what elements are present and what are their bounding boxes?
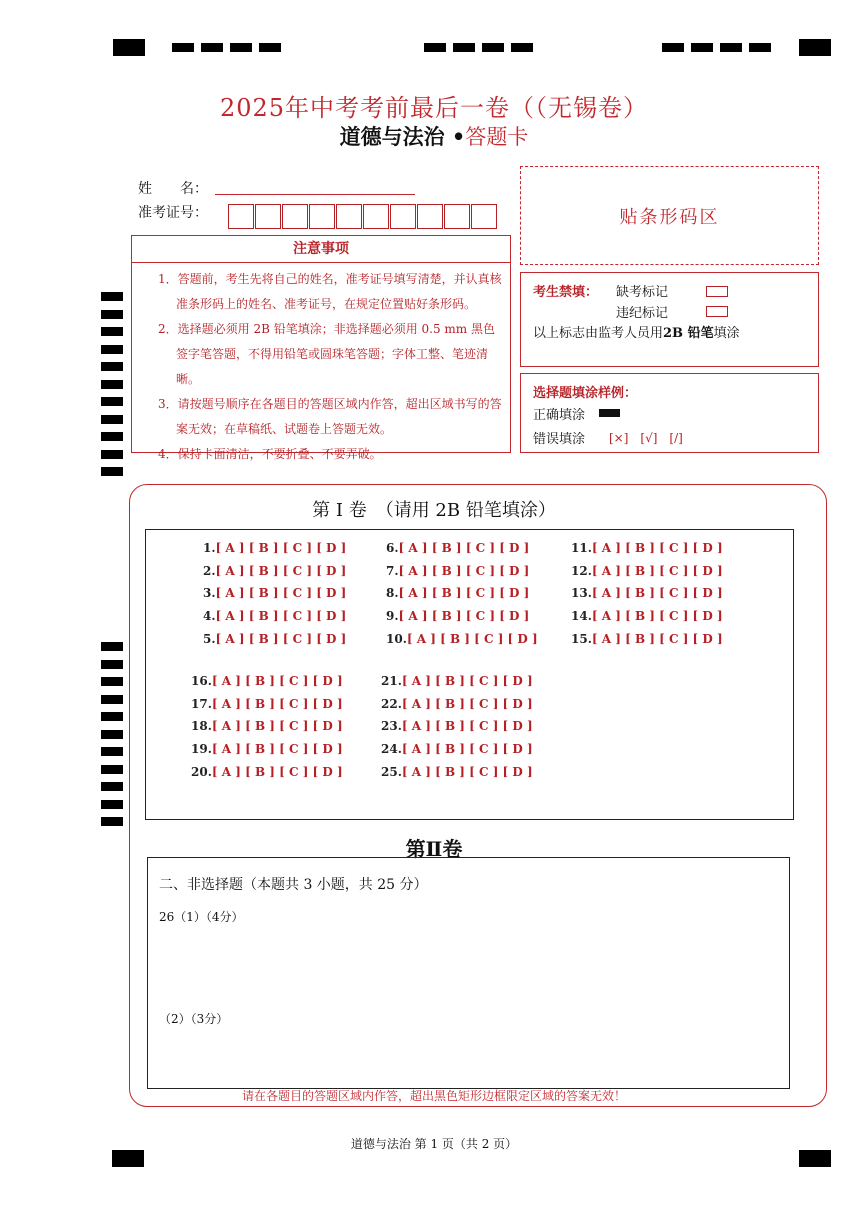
notice-item: 2．选择题必须用 2B 铅笔填涂；非选择题必须用 0.5 mm 黑色签字笔答题，不得用铅笔或圆珠笔答题；字体工整、笔迹清晰。	[158, 322, 496, 386]
timing-mark	[691, 43, 713, 52]
mcq-question-13[interactable]	[571, 586, 723, 600]
correct-fill-mark	[599, 409, 620, 417]
question-number: 10.	[386, 632, 407, 646]
q26-part2: （2）（3分）	[159, 1012, 229, 1026]
area-warning: 请在各题目的答题区域内作答，超出黑色矩形边框限定区域的答案无效！	[241, 1089, 626, 1103]
timing-mark	[230, 43, 252, 52]
mcq-question-21[interactable]	[381, 674, 533, 688]
page-footer: 道德与法治 第 1 页（共 2 页）	[350, 1137, 518, 1151]
mcq-question-1[interactable]	[203, 541, 346, 555]
timing-mark	[482, 43, 504, 52]
timing-mark	[101, 642, 123, 651]
question-number: 15.	[571, 632, 592, 646]
timing-mark	[720, 43, 742, 52]
question-number: 19.	[191, 742, 212, 756]
timing-mark	[101, 380, 123, 389]
question-number: 20.	[191, 765, 212, 779]
mcq-question-5[interactable]	[203, 632, 346, 646]
wrong-fill-marks: [×] [√] [/]	[609, 431, 683, 445]
id-digit-box[interactable]	[471, 204, 497, 229]
answer-options[interactable]: [ A ] [ B ] [ C ] [ D ]	[591, 564, 723, 578]
timing-mark	[424, 43, 446, 52]
timing-mark	[101, 292, 123, 301]
timing-mark	[101, 660, 123, 669]
question-number: 18.	[191, 719, 212, 733]
mcq-question-12[interactable]	[571, 564, 723, 578]
section1-title: 第 Ⅰ 卷 （请用 2B 铅笔填涂）	[312, 500, 556, 521]
name-label: 姓 名：	[138, 181, 208, 197]
answer-options[interactable]: [ A ] [ B ] [ C ] [ D ]	[215, 564, 347, 578]
mcq-question-19[interactable]	[191, 742, 343, 756]
mcq-question-9[interactable]	[386, 609, 529, 623]
forbid-note	[533, 322, 740, 341]
timing-mark	[113, 39, 145, 56]
timing-mark	[101, 397, 123, 406]
timing-mark	[101, 450, 123, 459]
proctor-only-box	[520, 272, 819, 367]
mcq-question-15[interactable]	[571, 632, 723, 646]
mcq-question-20[interactable]	[191, 765, 343, 779]
barcode-area[interactable]	[520, 166, 819, 265]
answer-options[interactable]: [ A ] [ B ] [ C ] [ D ]	[401, 697, 533, 711]
id-digit-box[interactable]	[390, 204, 416, 229]
correct-label: 正确填涂	[533, 408, 586, 423]
timing-mark	[101, 345, 123, 354]
answer-options[interactable]: [ A ] [ B ] [ C ] [ D ]	[398, 586, 530, 600]
question-number: 7.	[386, 564, 399, 578]
timing-mark	[101, 712, 123, 721]
page-title: 2025年中考考前最后一卷（（无锡卷）	[219, 94, 649, 122]
timing-mark	[662, 43, 684, 52]
question-number: 1.	[203, 541, 216, 555]
timing-mark	[799, 39, 831, 56]
answer-options[interactable]: [ A ] [ B ] [ C ] [ D ]	[215, 586, 347, 600]
notice-title: 注意事项	[132, 236, 510, 263]
notice-item: 3．请按题号顺序在各题目的答题区域内作答，超出区域书写的答案无效；在草稿纸、试题卷上答题无效。	[158, 397, 502, 436]
barcode-label: 贴条形码区	[619, 206, 720, 228]
timing-mark	[101, 677, 123, 686]
question-number: 21.	[381, 674, 402, 688]
question-number: 2.	[203, 564, 216, 578]
timing-mark	[101, 730, 123, 739]
timing-mark	[511, 43, 533, 52]
answer-options[interactable]: [ A ] [ B ] [ C ] [ D ]	[406, 632, 538, 646]
answer-options[interactable]: [ A ] [ B ] [ C ] [ D ]	[211, 719, 343, 733]
id-number-boxes[interactable]	[228, 204, 498, 229]
id-digit-box[interactable]	[417, 204, 443, 229]
timing-mark	[101, 765, 123, 774]
mcq-question-17[interactable]	[191, 697, 343, 711]
answer-options[interactable]: [ A ] [ B ] [ C ] [ D ]	[211, 674, 343, 688]
answer-options[interactable]: [ A ] [ B ] [ C ] [ D ]	[398, 541, 530, 555]
answer-options[interactable]: [ A ] [ B ] [ C ] [ D ]	[211, 765, 343, 779]
answer-options[interactable]: [ A ] [ B ] [ C ] [ D ]	[211, 697, 343, 711]
mcq-question-23[interactable]	[381, 719, 533, 733]
timing-mark	[749, 43, 771, 52]
answer-options[interactable]: [ A ] [ B ] [ C ] [ D ]	[401, 674, 533, 688]
notice-item: 1．答题前，考生先将自己的姓名，准考证号填写清楚，并认真核准条形码上的姓名、准考证号，在规定位置贴好条形码。	[158, 272, 502, 311]
open-answer-box[interactable]	[147, 857, 790, 1089]
timing-mark	[101, 695, 123, 704]
notice-item: 4．保持卡面清洁，不要折叠、不要弄破。	[158, 447, 382, 461]
timing-mark	[101, 800, 123, 809]
answer-card-label: 答题卡	[465, 125, 529, 149]
question-number: 8.	[386, 586, 399, 600]
page-subtitle	[0, 121, 868, 151]
id-digit-box[interactable]	[309, 204, 335, 229]
mcq-question-3[interactable]	[203, 586, 346, 600]
forbid-note-prefix: 以上标志由监考人员用	[533, 326, 664, 341]
mcq-question-2[interactable]	[203, 564, 346, 578]
mcq-question-16[interactable]	[191, 674, 343, 688]
forbid-note-suffix: 填涂	[713, 326, 740, 341]
timing-mark	[201, 43, 223, 52]
mcq-question-7[interactable]	[386, 564, 529, 578]
mcq-question-6[interactable]	[386, 541, 529, 555]
answer-options[interactable]: [ A ] [ B ] [ C ] [ D ]	[591, 541, 723, 555]
mcq-question-4[interactable]	[203, 609, 346, 623]
question-number: 14.	[571, 609, 592, 623]
id-digit-box[interactable]	[363, 204, 389, 229]
mcq-question-25[interactable]	[381, 765, 533, 779]
timing-mark	[101, 782, 123, 791]
timing-mark	[101, 467, 123, 476]
question-number: 22.	[381, 697, 402, 711]
answer-options[interactable]: [ A ] [ B ] [ C ] [ D ]	[398, 564, 530, 578]
mcq-question-8[interactable]	[386, 586, 529, 600]
timing-mark	[101, 310, 123, 319]
question-number: 4.	[203, 609, 216, 623]
timing-mark	[101, 415, 123, 424]
violation-checkbox[interactable]	[706, 306, 728, 317]
section2-title: 第Ⅱ卷	[405, 837, 463, 861]
question-number: 9.	[386, 609, 399, 623]
mcq-question-14[interactable]	[571, 609, 723, 623]
timing-mark	[453, 43, 475, 52]
absent-checkbox[interactable]	[706, 286, 728, 297]
timing-mark	[101, 817, 123, 826]
question-number: 25.	[381, 765, 402, 779]
name-field[interactable]	[215, 194, 415, 195]
question-number: 12.	[571, 564, 592, 578]
answer-options[interactable]: [ A ] [ B ] [ C ] [ D ]	[398, 609, 530, 623]
answer-options[interactable]: [ A ] [ B ] [ C ] [ D ]	[215, 541, 347, 555]
forbid-note-bold: 2B 铅笔	[663, 326, 714, 341]
fill-sample-box	[520, 373, 819, 453]
question-number: 13.	[571, 586, 592, 600]
answer-options[interactable]: [ A ] [ B ] [ C ] [ D ]	[401, 719, 533, 733]
mcq-question-11[interactable]	[571, 541, 723, 555]
question-number: 23.	[381, 719, 402, 733]
question-number: 11.	[571, 541, 592, 555]
question-number: 17.	[191, 697, 212, 711]
timing-mark	[172, 43, 194, 52]
question-number: 16.	[191, 674, 212, 688]
answer-options[interactable]: [ A ] [ B ] [ C ] [ D ]	[215, 609, 347, 623]
id-digit-box[interactable]	[228, 204, 254, 229]
id-digit-box[interactable]	[336, 204, 362, 229]
timing-mark	[101, 362, 123, 371]
answer-options[interactable]: [ A ] [ B ] [ C ] [ D ]	[591, 586, 723, 600]
forbid-title: 考生禁填：	[533, 285, 599, 300]
sample-title: 选择题填涂样例：	[533, 386, 638, 401]
answer-options[interactable]: [ A ] [ B ] [ C ] [ D ]	[591, 609, 723, 623]
mcq-question-18[interactable]	[191, 719, 343, 733]
notice-box	[131, 235, 511, 461]
timing-mark	[799, 1150, 831, 1167]
mcq-question-22[interactable]	[381, 697, 533, 711]
answer-options[interactable]: [ A ] [ B ] [ C ] [ D ]	[591, 632, 723, 646]
id-digit-box[interactable]	[282, 204, 308, 229]
absent-label: 缺考标记	[616, 285, 669, 300]
timing-mark	[112, 1150, 144, 1167]
subject-name: 道德与法治 •	[339, 124, 466, 149]
answer-options[interactable]: [ A ] [ B ] [ C ] [ D ]	[211, 742, 343, 756]
violation-label: 违纪标记	[616, 306, 669, 321]
timing-mark	[101, 747, 123, 756]
timing-mark	[101, 327, 123, 336]
timing-mark	[101, 432, 123, 441]
id-label: 准考证号：	[138, 205, 208, 221]
id-digit-box[interactable]	[444, 204, 470, 229]
answer-options[interactable]: [ A ] [ B ] [ C ] [ D ]	[215, 632, 347, 646]
open-heading: 二、非选择题（本题共 3 小题，共 25 分）	[159, 877, 428, 893]
question-number: 5.	[203, 632, 216, 646]
question-number: 24.	[381, 742, 402, 756]
wrong-label: 错误填涂	[533, 432, 586, 447]
timing-mark	[259, 43, 281, 52]
q26-part1: 26（1）（4分）	[159, 910, 244, 924]
answer-options[interactable]: [ A ] [ B ] [ C ] [ D ]	[401, 742, 533, 756]
question-number: 6.	[386, 541, 399, 555]
answer-options[interactable]: [ A ] [ B ] [ C ] [ D ]	[401, 765, 533, 779]
id-digit-box[interactable]	[255, 204, 281, 229]
question-number: 3.	[203, 586, 216, 600]
mcq-question-24[interactable]	[381, 742, 533, 756]
mcq-question-10[interactable]	[386, 632, 538, 646]
